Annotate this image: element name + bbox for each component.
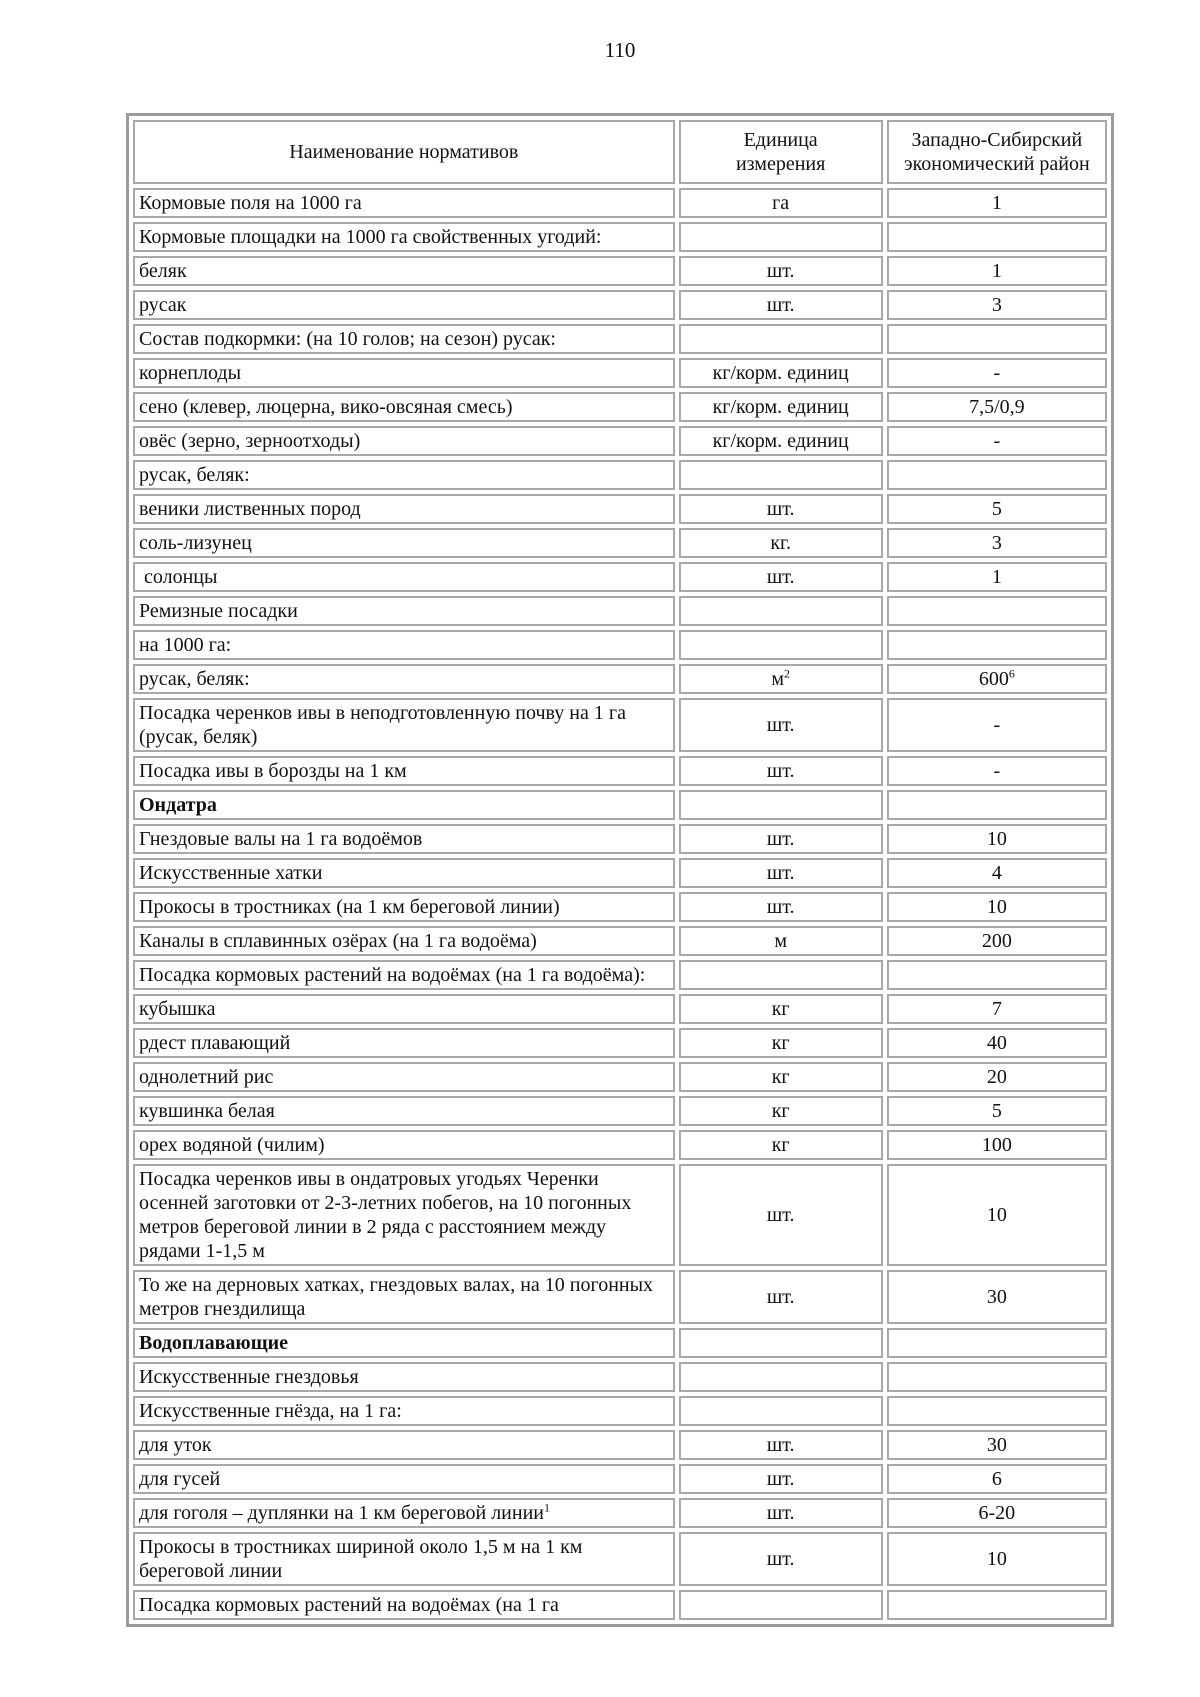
cell-unit-text: шт. xyxy=(766,260,795,282)
cell-value xyxy=(887,1362,1107,1392)
cell-name xyxy=(133,392,675,422)
cell-unit xyxy=(679,1362,883,1392)
cell-name-text: орех водяной (чилим) xyxy=(139,1134,325,1156)
cell-unit xyxy=(679,630,883,660)
cell-value-text: 5 xyxy=(991,498,1002,520)
cell-value-text: 1 xyxy=(991,192,1002,214)
cell-name-text: Кормовые поля на 1000 га xyxy=(139,192,362,214)
cell-value-text: 3 xyxy=(991,294,1002,316)
table-row xyxy=(133,1164,1107,1266)
cell-name xyxy=(133,256,675,286)
cell-name xyxy=(133,596,675,626)
cell-name xyxy=(133,1130,675,1160)
cell-value xyxy=(887,790,1107,820)
table-row xyxy=(133,1430,1107,1460)
cell-name-text: Кормовые площадки на 1000 га свойственных угодий: xyxy=(139,226,602,248)
table-row xyxy=(133,960,1107,990)
table-row xyxy=(133,222,1107,252)
cell-name-text: Гнездовые валы на 1 га водоёмов xyxy=(139,828,423,850)
cell-unit xyxy=(679,1396,883,1426)
cell-name-text: беляк xyxy=(139,260,187,282)
cell-name xyxy=(133,1498,675,1528)
table-row xyxy=(133,1396,1107,1426)
cell-name-text: Посадка ивы в борозды на 1 км xyxy=(139,760,407,782)
cell-name-text: Посадка черенков ивы в неподготовленную почву на 1 га (русак, беляк) xyxy=(139,702,631,748)
cell-value-text: - xyxy=(993,430,1001,452)
table-row xyxy=(133,392,1107,422)
cell-value-text: 10 xyxy=(986,1204,1007,1226)
cell-value-text: - xyxy=(993,714,1001,736)
cell-name xyxy=(133,790,675,820)
cell-unit-text: шт. xyxy=(766,714,795,736)
cell-name xyxy=(133,494,675,524)
cell-unit-text: кг/корм. единиц xyxy=(712,362,849,384)
cell-name-text: Прокосы в тростниках шириной около 1,5 м на 1 км береговой линии xyxy=(139,1536,588,1582)
cell-value xyxy=(887,1130,1107,1160)
table-row xyxy=(133,494,1107,524)
cell-name xyxy=(133,188,675,218)
cell-name-text: Искусственные гнездовья xyxy=(139,1366,359,1388)
cell-name xyxy=(133,1096,675,1126)
cell-name xyxy=(133,994,675,1024)
cell-name-text: Водоплавающие xyxy=(139,1332,288,1354)
cell-unit xyxy=(679,790,883,820)
cell-unit xyxy=(679,1130,883,1160)
cell-unit-text: шт. xyxy=(766,498,795,520)
cell-name-text: Прокосы в тростниках (на 1 км береговой линии) xyxy=(139,896,560,918)
cell-value xyxy=(887,1096,1107,1126)
cell-value-text: 10 xyxy=(986,828,1007,850)
cell-name xyxy=(133,892,675,922)
cell-value xyxy=(887,358,1107,388)
cell-unit-text: шт. xyxy=(766,1548,795,1570)
cell-value xyxy=(887,426,1107,456)
cell-unit-text: кг/корм. единиц xyxy=(712,396,849,418)
cell-value xyxy=(887,892,1107,922)
table-row xyxy=(133,562,1107,592)
cell-name xyxy=(133,324,675,354)
cell-unit xyxy=(679,926,883,956)
cell-name-text: Посадка черенков ивы в ондатровых угодьях Черенки осенней заготовки от 2-3-летних побегов, на 10 погонных метров береговой линии в 2 ряда с расстоянием между рядами 1-1,5 м xyxy=(139,1168,637,1262)
cell-unit xyxy=(679,824,883,854)
table-row xyxy=(133,858,1107,888)
cell-unit xyxy=(679,1328,883,1358)
cell-value-text: 5 xyxy=(991,1100,1002,1122)
cell-name xyxy=(133,460,675,490)
table-body xyxy=(133,188,1107,1620)
cell-name-text: Ремизные посадки xyxy=(139,600,298,622)
cell-unit-text: шт. xyxy=(766,828,795,850)
cell-name-text: солонцы xyxy=(139,566,218,588)
cell-name xyxy=(133,562,675,592)
cell-value-text: 6-20 xyxy=(978,1502,1016,1524)
cell-name xyxy=(133,1028,675,1058)
cell-value xyxy=(887,858,1107,888)
table-row xyxy=(133,926,1107,956)
cell-value xyxy=(887,1062,1107,1092)
cell-name xyxy=(133,960,675,990)
cell-unit xyxy=(679,892,883,922)
cell-value xyxy=(887,824,1107,854)
table-row xyxy=(133,290,1107,320)
cell-unit xyxy=(679,1498,883,1528)
cell-name xyxy=(133,756,675,786)
cell-name-text: Посадка кормовых растений на водоёмах (на 1 га водоёма): xyxy=(139,964,646,986)
cell-unit xyxy=(679,562,883,592)
cell-unit-text: га xyxy=(772,192,790,214)
table-row xyxy=(133,1328,1107,1358)
cell-name xyxy=(133,1532,675,1586)
cell-value xyxy=(887,1430,1107,1460)
cell-unit-text: шт. xyxy=(766,760,795,782)
cell-unit xyxy=(679,1532,883,1586)
cell-name-text: русак, беляк: xyxy=(139,668,250,690)
cell-name xyxy=(133,1164,675,1266)
cell-value xyxy=(887,960,1107,990)
cell-value xyxy=(887,1270,1107,1324)
cell-value-text: 20 xyxy=(986,1066,1007,1088)
cell-name xyxy=(133,1362,675,1392)
cell-name-text: Ондатра xyxy=(139,794,217,816)
table-row xyxy=(133,790,1107,820)
cell-value-text: 1 xyxy=(991,260,1002,282)
cell-name xyxy=(133,698,675,752)
table-row xyxy=(133,1062,1107,1092)
cell-name-text: кубышка xyxy=(139,998,216,1020)
cell-value xyxy=(887,994,1107,1024)
norms-table xyxy=(129,116,1111,1624)
cell-value xyxy=(887,562,1107,592)
table-row xyxy=(133,1130,1107,1160)
cell-value-text: 100 xyxy=(981,1134,1012,1156)
cell-name xyxy=(133,222,675,252)
cell-unit xyxy=(679,358,883,388)
cell-name-superscript: 1 xyxy=(544,1500,550,1515)
cell-unit-text: шт. xyxy=(766,1204,795,1226)
table-row xyxy=(133,698,1107,752)
cell-value-text: 3 xyxy=(991,532,1002,554)
cell-value-text: 40 xyxy=(986,1032,1007,1054)
cell-name xyxy=(133,1430,675,1460)
cell-unit-text: шт. xyxy=(766,294,795,316)
cell-value xyxy=(887,460,1107,490)
cell-value xyxy=(887,664,1107,694)
cell-name-text: Искусственные гнёзда, на 1 га: xyxy=(139,1400,402,1422)
cell-value-text: 30 xyxy=(986,1286,1007,1308)
cell-unit xyxy=(679,960,883,990)
header-name xyxy=(133,120,675,184)
cell-name xyxy=(133,858,675,888)
table-row xyxy=(133,756,1107,786)
header-name-label: Наименование нормативов xyxy=(289,141,519,163)
cell-unit-text: кг xyxy=(771,1100,790,1122)
cell-unit xyxy=(679,324,883,354)
cell-unit-text: шт. xyxy=(766,1502,795,1524)
table-row xyxy=(133,596,1107,626)
table-row xyxy=(133,1270,1107,1324)
norms-table-frame xyxy=(126,113,1114,1627)
cell-value-superscript: 6 xyxy=(1008,666,1015,681)
cell-unit xyxy=(679,188,883,218)
table-row xyxy=(133,1532,1107,1586)
cell-unit-text: кг/корм. единиц xyxy=(712,430,849,452)
table-row xyxy=(133,994,1107,1024)
cell-unit-text: шт. xyxy=(766,1434,795,1456)
header-region xyxy=(887,120,1107,184)
cell-unit xyxy=(679,858,883,888)
cell-unit xyxy=(679,1096,883,1126)
cell-unit-text: м xyxy=(771,668,784,690)
cell-value xyxy=(887,222,1107,252)
cell-unit-text: шт. xyxy=(766,566,795,588)
cell-value-text: 7,5/0,9 xyxy=(969,396,1025,418)
cell-value xyxy=(887,596,1107,626)
cell-unit-text: кг xyxy=(771,1134,790,1156)
table-row xyxy=(133,824,1107,854)
cell-name xyxy=(133,1328,675,1358)
cell-unit xyxy=(679,392,883,422)
header-unit xyxy=(679,120,883,184)
table-row xyxy=(133,1096,1107,1126)
cell-unit xyxy=(679,528,883,558)
cell-unit xyxy=(679,1270,883,1324)
cell-value xyxy=(887,926,1107,956)
cell-value xyxy=(887,392,1107,422)
cell-unit xyxy=(679,1062,883,1092)
cell-name-text: веники лиственных пород xyxy=(139,498,361,520)
cell-name xyxy=(133,630,675,660)
cell-value-text: - xyxy=(993,760,1001,782)
cell-name xyxy=(133,1396,675,1426)
header-unit-line1: Единица xyxy=(743,129,818,151)
cell-unit-text: м xyxy=(774,930,787,952)
cell-unit-text: кг xyxy=(771,998,790,1020)
table-header-row xyxy=(133,120,1107,184)
cell-unit xyxy=(679,664,883,694)
cell-value xyxy=(887,1464,1107,1494)
cell-name-text: для уток xyxy=(139,1434,212,1456)
cell-value-text: 200 xyxy=(981,930,1012,952)
cell-name-text: Состав подкормки: (на 10 голов; на сезон) русак: xyxy=(139,328,556,350)
cell-unit xyxy=(679,1464,883,1494)
table-row xyxy=(133,426,1107,456)
cell-name-text: однолетний рис xyxy=(139,1066,274,1088)
cell-value xyxy=(887,1498,1107,1528)
cell-value-text: 10 xyxy=(986,1548,1007,1570)
cell-name xyxy=(133,358,675,388)
cell-unit xyxy=(679,698,883,752)
table-row xyxy=(133,1464,1107,1494)
cell-name xyxy=(133,1590,675,1620)
cell-value xyxy=(887,1328,1107,1358)
cell-name xyxy=(133,1270,675,1324)
cell-unit xyxy=(679,1028,883,1058)
cell-name-text: кувшинка белая xyxy=(139,1100,275,1122)
cell-unit xyxy=(679,596,883,626)
cell-value-text: 6 xyxy=(991,1468,1002,1490)
cell-name-text: для гусей xyxy=(139,1468,221,1490)
cell-value xyxy=(887,1028,1107,1058)
table-row xyxy=(133,1498,1107,1528)
cell-unit xyxy=(679,256,883,286)
cell-unit xyxy=(679,1590,883,1620)
cell-name-text: на 1000 га: xyxy=(139,634,232,656)
cell-value xyxy=(887,324,1107,354)
cell-unit xyxy=(679,756,883,786)
cell-value xyxy=(887,256,1107,286)
cell-name xyxy=(133,1464,675,1494)
cell-value xyxy=(887,1164,1107,1266)
cell-name-text: Посадка кормовых растений на водоёмах (на 1 га xyxy=(139,1594,559,1616)
cell-name-text: Искусственные хатки xyxy=(139,862,323,884)
cell-unit xyxy=(679,426,883,456)
table-row xyxy=(133,1590,1107,1620)
cell-value-text: 10 xyxy=(986,896,1007,918)
table-row xyxy=(133,358,1107,388)
table-row xyxy=(133,324,1107,354)
cell-name-text: русак xyxy=(139,294,187,316)
cell-name xyxy=(133,824,675,854)
cell-name xyxy=(133,1062,675,1092)
cell-unit xyxy=(679,1164,883,1266)
cell-unit xyxy=(679,494,883,524)
cell-name-text: соль-лизунец xyxy=(139,532,252,554)
cell-name xyxy=(133,926,675,956)
table-row xyxy=(133,1362,1107,1392)
cell-unit-text: шт. xyxy=(766,1286,795,1308)
cell-value xyxy=(887,528,1107,558)
cell-value-text: 7 xyxy=(991,998,1002,1020)
cell-unit xyxy=(679,1430,883,1460)
cell-unit-text: шт. xyxy=(766,1468,795,1490)
cell-unit xyxy=(679,222,883,252)
cell-value xyxy=(887,1396,1107,1426)
cell-name xyxy=(133,290,675,320)
cell-name xyxy=(133,664,675,694)
cell-value xyxy=(887,1532,1107,1586)
cell-name-text: сено (клевер, люцерна, вико-овсяная смесь) xyxy=(139,396,513,418)
cell-unit xyxy=(679,994,883,1024)
cell-name-text: овёс (зерно, зерноотходы) xyxy=(139,430,361,452)
table-row xyxy=(133,188,1107,218)
cell-unit-superscript: 2 xyxy=(783,666,790,681)
table-row xyxy=(133,664,1107,694)
table-row xyxy=(133,630,1107,660)
cell-unit-text: кг xyxy=(771,1032,790,1054)
cell-name xyxy=(133,528,675,558)
header-region-line2: экономический район xyxy=(904,153,1090,175)
cell-value xyxy=(887,630,1107,660)
cell-name-text: русак, беляк: xyxy=(139,464,250,486)
cell-unit-text: кг. xyxy=(770,532,791,554)
cell-value xyxy=(887,1590,1107,1620)
table-row xyxy=(133,460,1107,490)
cell-value xyxy=(887,698,1107,752)
cell-value-text: 30 xyxy=(986,1434,1007,1456)
table-row xyxy=(133,528,1107,558)
page-number: 110 xyxy=(604,38,636,62)
table-row xyxy=(133,1028,1107,1058)
cell-name xyxy=(133,426,675,456)
cell-unit xyxy=(679,290,883,320)
table-row xyxy=(133,256,1107,286)
cell-value xyxy=(887,290,1107,320)
cell-value-text: - xyxy=(993,362,1001,384)
cell-value xyxy=(887,494,1107,524)
cell-unit xyxy=(679,460,883,490)
cell-name-text: рдест плавающий xyxy=(139,1032,291,1054)
cell-value-text: 1 xyxy=(991,566,1002,588)
cell-name-text: То же на дерновых хатках, гнездовых валах, на 10 погонных метров гнездилища xyxy=(139,1274,659,1320)
cell-value-text: 600 xyxy=(978,668,1009,690)
cell-unit-text: шт. xyxy=(766,896,795,918)
header-unit-line2: измерения xyxy=(735,153,826,175)
cell-unit-text: кг xyxy=(771,1066,790,1088)
cell-value-text: 4 xyxy=(991,862,1002,884)
table-row xyxy=(133,892,1107,922)
cell-value xyxy=(887,188,1107,218)
cell-name-text: Каналы в сплавинных озёрах (на 1 га водоёма) xyxy=(139,930,537,952)
cell-unit-text: шт. xyxy=(766,862,795,884)
cell-value xyxy=(887,756,1107,786)
header-region-line1: Западно-Сибирский xyxy=(911,129,1083,151)
cell-name-text: корнеплоды xyxy=(139,362,242,384)
cell-name-text: для гоголя – дуплянки на 1 км береговой линии xyxy=(139,1502,544,1524)
